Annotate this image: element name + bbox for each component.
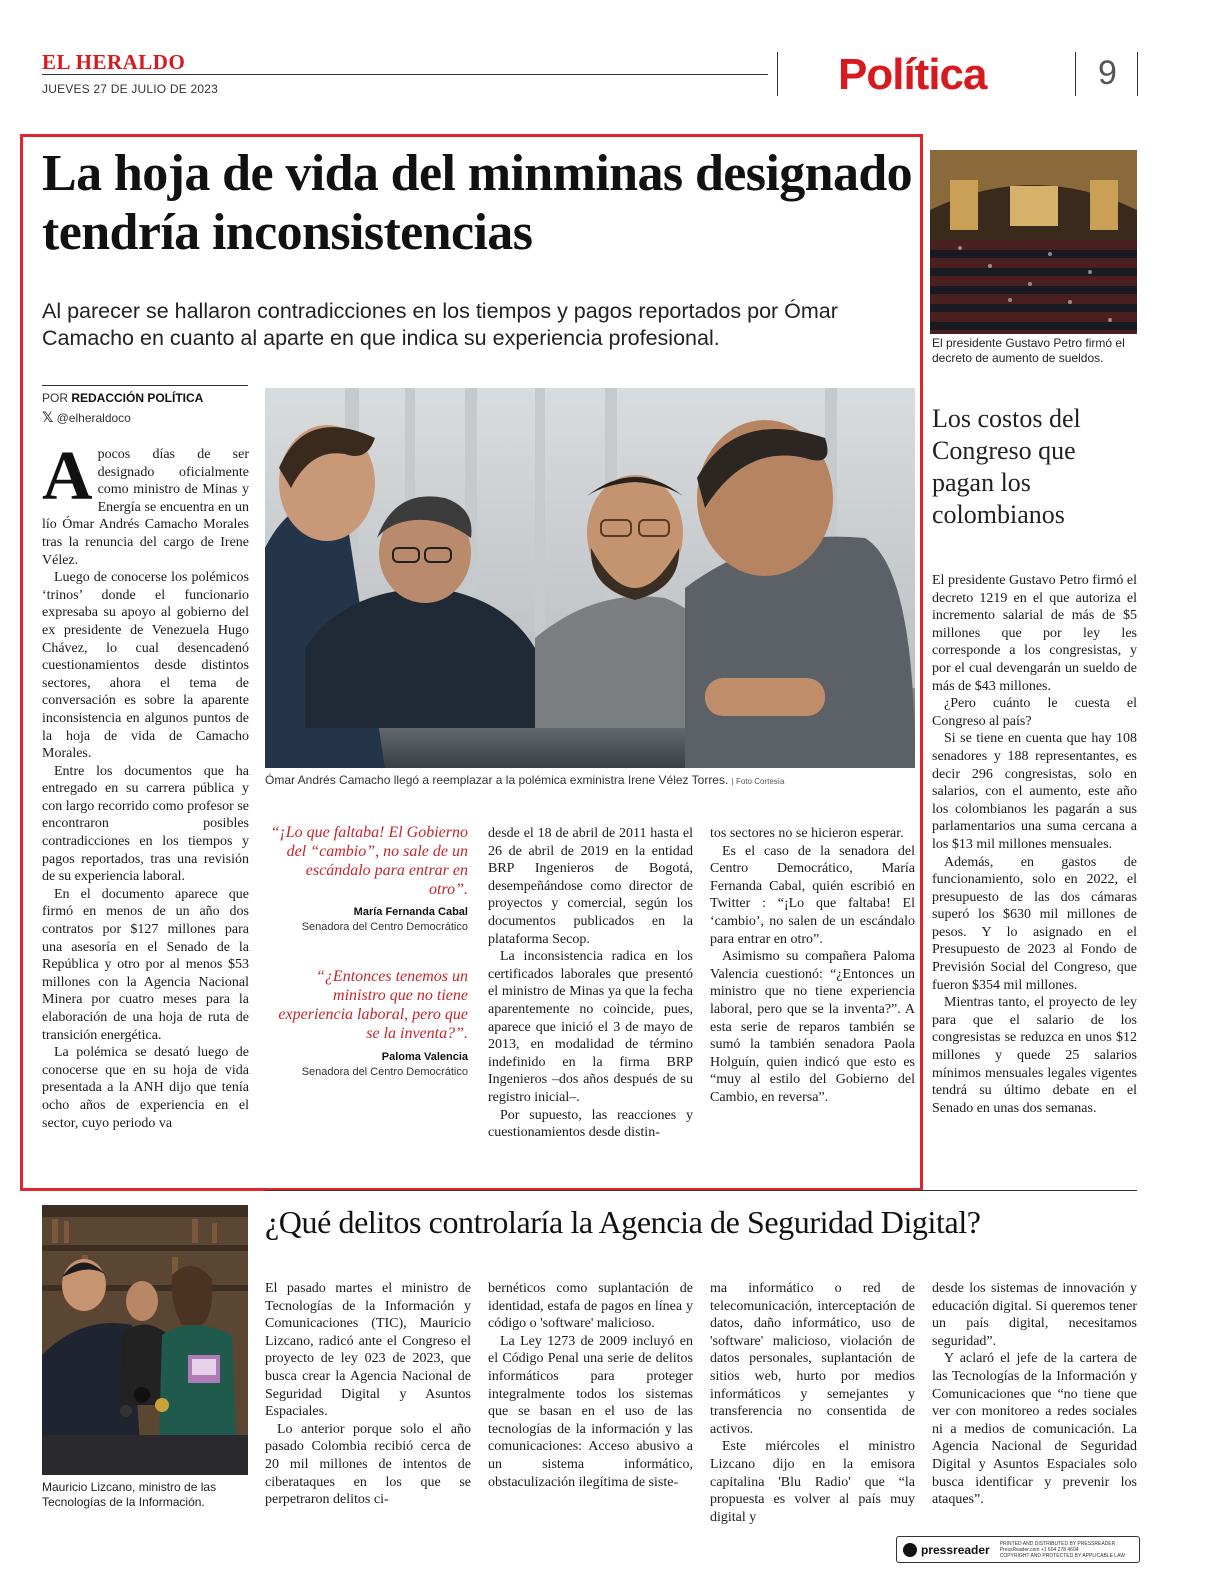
bottom-column-4 [932, 1280, 1137, 1509]
byline [42, 391, 203, 405]
bottom-paragraph: La Ley 1273 de 2009 incluyó en el Código Penal una serie de delitos informáticos para proteger integralmente todos los sistemas que se basan en el uso de las tecnologías de la información y las comunicaciones: Acceso abusivo a un sistema informático, obstaculización ilegítima de siste- [488, 1333, 693, 1490]
article-paragraph: tos sectores no se hicieron esperar. [710, 826, 904, 841]
article-deck: Al parecer se hallaron contradicciones en los tiempos y pagos reportados por Ómar Camacho en cuanto al aparte en que indica su experiencia profesional. [42, 299, 838, 350]
sidebar-paragraph: ¿Pero cuánto le cuesta el Congreso al país? [932, 696, 1137, 729]
bottom-paragraph: El pasado martes el ministro de Tecnologías de la Información y Comunicaciones (TIC), Mauricio Lizcano, radicó ante el Congreso el proyecto de ley 023 de 2023, que busca crear la Agencia Nacional de Seguridad Digital y Asuntos Espaciales. [265, 1281, 471, 1420]
photo-caption: Ómar Andrés Camacho llegó a reemplazar a la polémica exministra Irene Vélez Torres. | Foto Cortesía [265, 773, 785, 787]
pressreader-icon [903, 1543, 917, 1557]
article-paragraph: Es el caso de la senadora del Centro Democrático, María Fernanda Cabal, quién escribió en Twitter : “¡Lo que faltaba! El ‘cambio’, no salen de un escándalo para entrar en otro”. [710, 843, 915, 947]
x-logo-icon: 𝕏 [42, 409, 54, 425]
header-divider [1075, 52, 1076, 96]
article-paragraph: Asimismo su compañera Paloma Valencia cuestionó: “¿Entonces un ministro que no tiene experiencia laboral, pero que se la inventa?”. A esta serie de reparos también se sumó la también senadora Paola Holguín, quien indicó que esto es “muy al estilo del Gobierno del Cambio, en reversa”. [710, 949, 915, 1105]
sidebar-photo-caption: El presidente Gustavo Petro firmó el decreto de aumento de sueldos. [932, 336, 1125, 365]
article-paragraph: La inconsistencia radica en los certificados laborales que presentó el ministro de Minas ya que la fecha aparentemente no coincide, pues, aparece que inició el 3 de mayo de 2013, en modalidad de término indefinido en la firma BRP Ingenieros –dos años después de su registro inicial–. [488, 949, 693, 1105]
social-handle [42, 409, 131, 426]
pull-quote-1: “¡Lo que faltaba! El Gobierno del “cambio”, no sale de un escándalo para entrar en otro”. [270, 824, 468, 898]
sidebar-paragraph: Además, en gastos de funcionamiento, solo en 2022, el presupuesto de las dos cámaras superó los $630 mil millones de pesos. Y lo asignado en el Presupuesto de 2023 al Fondo de Previsión Social del Congreso, que fueron $354 mil millones. [932, 854, 1137, 993]
article-paragraph: Por supuesto, las reacciones y cuestionamientos desde distin- [488, 1107, 693, 1141]
article-paragraph: Luego de conocerse los polémicos ‘trinos’ donde el funcionario expresaba su apoyo al gobierno del ex presidente de Venezuela Hugo Chávez, lo cual desencadenó cuestionamientos desde distintos sectores, ahora el tema de conversación es sobre la aparente inconsistencia en algunos puntos de la hoja de vida de Camacho Morales. [42, 570, 249, 762]
pull-quote-1-role: Senadora del Centro Democrático [301, 921, 468, 933]
bottom-photo [42, 1205, 248, 1475]
pressreader-logo: pressreader [921, 1542, 990, 1557]
masthead: EL HERALDO [42, 50, 186, 74]
bottom-paragraph: Este miércoles el ministro Lizcano dijo en la emisora capitalina 'Blu Radio' que “la propuesta es volver al país muy digital y [710, 1439, 915, 1525]
header-divider [777, 52, 778, 96]
sidebar-paragraph: El presidente Gustavo Petro firmó el decreto 1219 en el que autoriza el incremento salarial de más de $5 millones que por ley les corresponde a los congresistas, y por el cual devengarán un sueldo de más de $43 millones. [932, 573, 1137, 694]
article-paragraph: La polémica se desató luego de conocerse que en su hoja de vida presentada a la ANH dijo que tenía ocho años de experiencia en el sector, cuyo periodo va [42, 1045, 249, 1131]
bottom-headline: ¿Qué delitos controlaría la Agencia de Seguridad Digital? [265, 1204, 981, 1240]
sidebar-paragraph: Mientras tanto, el proyecto de ley para que el salario de los congresistas se reduzca en unos $12 millones y quede 25 salarios mínimos mensuales legales vigentes tendrá su último debate en el Senado en unas dos semanas. [932, 995, 1137, 1116]
article-column-4 [710, 825, 915, 1107]
article-paragraph: Entre los documentos que ha entregado en su carrera pública y con largo recorrido como profesor se encontraron posibles contradicciones en los tiempos y pagos reportados, tras una revisión de su experiencia laboral. [42, 763, 249, 885]
sidebar-paragraph: Si se tiene en cuenta que hay 108 senadores y 188 representantes, es decir 296 congresistas, solo en salarios, con el aumento, este año los colombianos les pagarán a sus parlamentarios una suma cercana a los $13 mil millones mensuales. [932, 731, 1137, 852]
header-rule [42, 74, 768, 75]
article-paragraph: En el documento aparece que firmó en menos de un año dos contratos por $127 millones para una asesoría en el Senado de la República y otro por al menos $53 millones con la Agencia Nacional Minera por cuatro meses para la elaboración de una hoja de ruta de transición energética. [42, 886, 249, 1043]
photo-credit: | Foto Cortesía [731, 777, 785, 786]
bottom-column-2 [488, 1280, 693, 1491]
bottom-rule [265, 1190, 1137, 1191]
byline-rule [42, 385, 248, 386]
byline-author: REDACCIÓN POLÍTICA [71, 391, 204, 405]
article-column-3 [488, 825, 693, 1142]
sidebar-body [932, 572, 1137, 1117]
pull-quote-2: “¿Entonces tenemos un ministro que no tiene experiencia laboral, pero que se la inventa?”. [278, 968, 468, 1042]
bottom-column-3 [710, 1280, 915, 1526]
handle-text: @elheraldoco [56, 411, 131, 425]
bottom-paragraph: bernéticos como suplantación de identidad, estafa de pagos en línea y código o 'software' malicioso. [488, 1281, 693, 1332]
issue-date: JUEVES 27 DE JULIO DE 2023 [42, 82, 218, 96]
pull-quote-2-role: Senadora del Centro Democrático [301, 1066, 468, 1078]
header-divider [1137, 52, 1138, 96]
bottom-paragraph: Y aclaró el jefe de la cartera de las Tecnologías de la Información y Comunicaciones que “no tiene que ver con monitoreo a redes sociales ni a medios de comunicación. La Agencia Nacional de Seguridad Digital y Asuntos Espaciales solo busca identificar y prevenir los ataques”. [932, 1351, 1137, 1508]
article-headline: La hoja de vida del minminas designado tendría inconsistencias [42, 145, 913, 261]
article-paragraph: desde el 18 de abril de 2011 hasta el 26 de abril de 2019 en la entidad BRP Ingenieros de Bogotá, desempeñándose como director de proyectos y comercial, según los documentos publicados en la plataforma Secop. [488, 826, 693, 947]
bottom-column-1 [265, 1280, 471, 1509]
article-photo [265, 388, 915, 768]
pressreader-notice: PRINTED AND DISTRIBUTED BY PRESSREADER PressReader.com +1 604 278 4604 COPYRIGHT AND PROTECTED BY APPLICABLE LAW [999, 1540, 1125, 1559]
article-column-1 [42, 438, 249, 1132]
pull-quote-2-name: Paloma Valencia [381, 1051, 468, 1063]
sidebar-photo [930, 150, 1137, 334]
pressreader-badge[interactable] [896, 1536, 1140, 1563]
bottom-paragraph: ma informático o red de telecomunicación, interceptación de datos, daño informático, uso de 'software' malicioso, violación de datos personales, suplantación de sitios web, hurto por medios informáticos y semejantes y transferencia no consentida de activos. [710, 1281, 915, 1437]
article-paragraph: Apocos días de ser designado oficialmente como ministro de Minas y Energía se encuentra en un lío Ómar Andrés Camacho Morales tras la renuncia del cargo de Irene Vélez. [42, 438, 249, 568]
bottom-paragraph: Lo anterior porque solo el año pasado Colombia recibió cerca de 20 mil millones de intentos de ciberataques en los que se perpetraron delitos ci- [265, 1421, 471, 1508]
bottom-paragraph: desde los sistemas de innovación y educación digital. Si queremos tener un país digital, necesitamos seguridad”. [932, 1281, 1137, 1349]
section-name: Política [838, 50, 987, 99]
sidebar-title: Los costos del Congreso que pagan los colombianos [932, 404, 1081, 529]
dropcap: A [42, 438, 93, 515]
byline-prefix: POR [42, 391, 72, 405]
page-number: 9 [1098, 54, 1117, 92]
bottom-photo-caption: Mauricio Lizcano, ministro de las Tecnologías de la Información. [42, 1480, 217, 1509]
pull-quote-1-name: María Fernanda Cabal [353, 906, 468, 918]
